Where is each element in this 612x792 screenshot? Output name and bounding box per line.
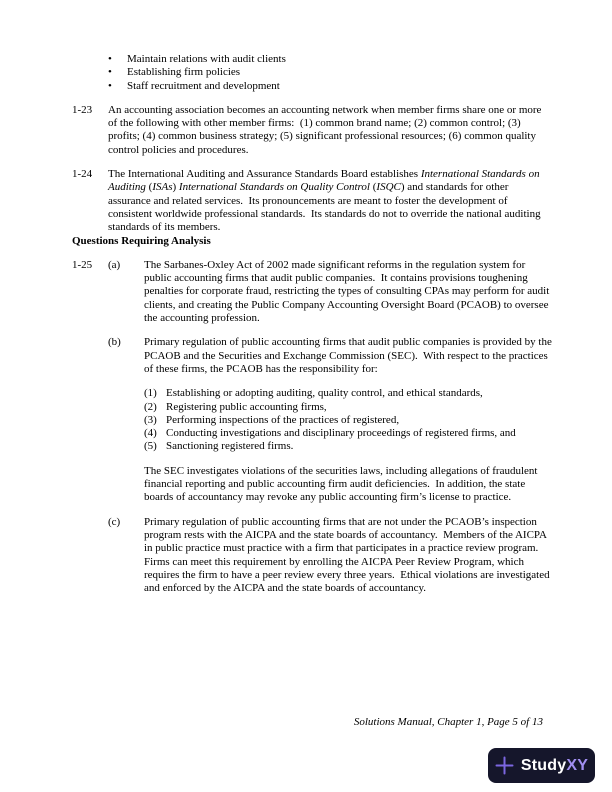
part-letter: (a) bbox=[108, 258, 121, 271]
list-item bbox=[144, 401, 553, 414]
answer-text bbox=[108, 168, 553, 234]
bullet-icon bbox=[108, 66, 127, 79]
bullet-list bbox=[108, 53, 553, 93]
question-1-24 bbox=[72, 168, 553, 234]
text-segment-italic: International Standards on Quality Control bbox=[178, 181, 370, 194]
text-segment-italic: ISQC bbox=[376, 181, 401, 194]
text-segment: The International Auditing and Assurance Standards Board establishes bbox=[108, 168, 421, 181]
bullet-text: Establishing firm policies bbox=[127, 66, 241, 79]
list-item bbox=[144, 387, 553, 400]
answer-body bbox=[144, 336, 553, 504]
numbered-list bbox=[144, 387, 553, 453]
logo-brand-first: Study bbox=[520, 756, 567, 774]
list-item bbox=[144, 414, 553, 427]
list-item bbox=[108, 53, 553, 66]
answer-text: Primary regulation of public accounting firms that are not under the PCAOB’s inspection program rests with the AICPA and the state boards of accountancy. Members of the AICPA in public practice must practice with a firm that participates in a practice review program. Firms can meet this requirement by enrolling the AICPA Peer Review Program, which requires the firm to have a peer review every three years. Ethical violations are investigated and enforced by the AICPA and the state boards of accountancy. bbox=[144, 515, 553, 595]
text-segment: ( bbox=[369, 181, 377, 194]
question-1-25-part-c bbox=[72, 516, 553, 596]
item-number: (4) bbox=[144, 427, 157, 440]
list-item bbox=[144, 440, 553, 453]
list-item bbox=[144, 427, 553, 440]
plus-icon bbox=[495, 756, 514, 775]
studyxy-logo bbox=[488, 748, 595, 783]
item-number: (2) bbox=[144, 400, 157, 413]
bullet-icon bbox=[108, 53, 127, 66]
item-text: Conducting investigations and disciplinary proceedings of registered firms, and bbox=[166, 427, 516, 440]
item-text: Establishing or adopting auditing, quality control, and ethical standards, bbox=[166, 387, 483, 400]
answer-text: An accounting association becomes an accounting network when member firms share one or more of the following with other member firms: (1) common brand name; (2) common control; (3) profits; (4) common business strategy; (5) significant professional resources; (6) common quality control policies and procedures. bbox=[108, 103, 545, 156]
question-1-23 bbox=[72, 104, 553, 157]
text-segment: ) bbox=[172, 181, 179, 194]
text-segment-italic: ISAs bbox=[152, 181, 173, 194]
question-number: 1-23 bbox=[72, 103, 93, 116]
logo-text bbox=[520, 756, 589, 774]
text-segment: ) and standards for other assurance and related services. Its pronouncements are meant to foster the development of consistent worldwide professional standards. Its standards do not to override the national auditing standards of its members. bbox=[108, 181, 544, 234]
part-letter: (b) bbox=[108, 336, 121, 349]
answer-text: The Sarbanes-Oxley Act of 2002 made significant reforms in the regulation system for public accounting firms that audit public companies. It contains provisions toughening penalties for corporate fraud, restricting the types of consulting CPAs may perform for audit clients, and creating the Public Company Accounting Oversight Board (PCAOB) to oversee the accounting profession. bbox=[144, 258, 553, 325]
item-number: (3) bbox=[144, 413, 157, 426]
answer-text: Primary regulation of public accounting firms that audit public companies is provided by the PCAOB and the Securities and Exchange Commission (SEC). With respect to the practices of these firms, the PCAOB has the responsibility for: bbox=[144, 336, 555, 375]
list-item bbox=[108, 80, 553, 93]
item-text: Registering public accounting firms, bbox=[166, 400, 327, 413]
question-number: 1-25 bbox=[72, 258, 93, 271]
section-heading: Questions Requiring Analysis bbox=[72, 234, 211, 247]
list-item bbox=[108, 66, 553, 79]
item-number: (5) bbox=[144, 440, 157, 453]
bullet-text: Staff recruitment and development bbox=[127, 79, 280, 92]
question-1-25-part-a bbox=[72, 259, 553, 325]
question-number: 1-24 bbox=[72, 168, 93, 181]
part-letter: (c) bbox=[108, 515, 121, 528]
text-segment: ( bbox=[145, 181, 153, 194]
item-text: Performing inspections of the practices of registered, bbox=[166, 413, 400, 426]
page-content bbox=[72, 53, 553, 606]
item-number: (1) bbox=[144, 387, 157, 400]
bullet-icon bbox=[108, 80, 127, 93]
answer-text: The SEC investigates violations of the securities laws, including allegations of fraudulent financial reporting and public accounting firm audit deficiencies. In addition, the state boards of accountancy may revoke any public accounting firm’s license to practice. bbox=[144, 464, 541, 504]
question-1-25-part-b bbox=[72, 336, 553, 504]
item-text: Sanctioning registered firms. bbox=[166, 440, 294, 453]
logo-brand-second: XY bbox=[566, 756, 589, 774]
page-footer: Solutions Manual, Chapter 1, Page 5 of 13 bbox=[353, 716, 543, 728]
bullet-text: Maintain relations with audit clients bbox=[127, 53, 286, 65]
text-segment-italic: International Standards on Auditing bbox=[108, 168, 543, 194]
